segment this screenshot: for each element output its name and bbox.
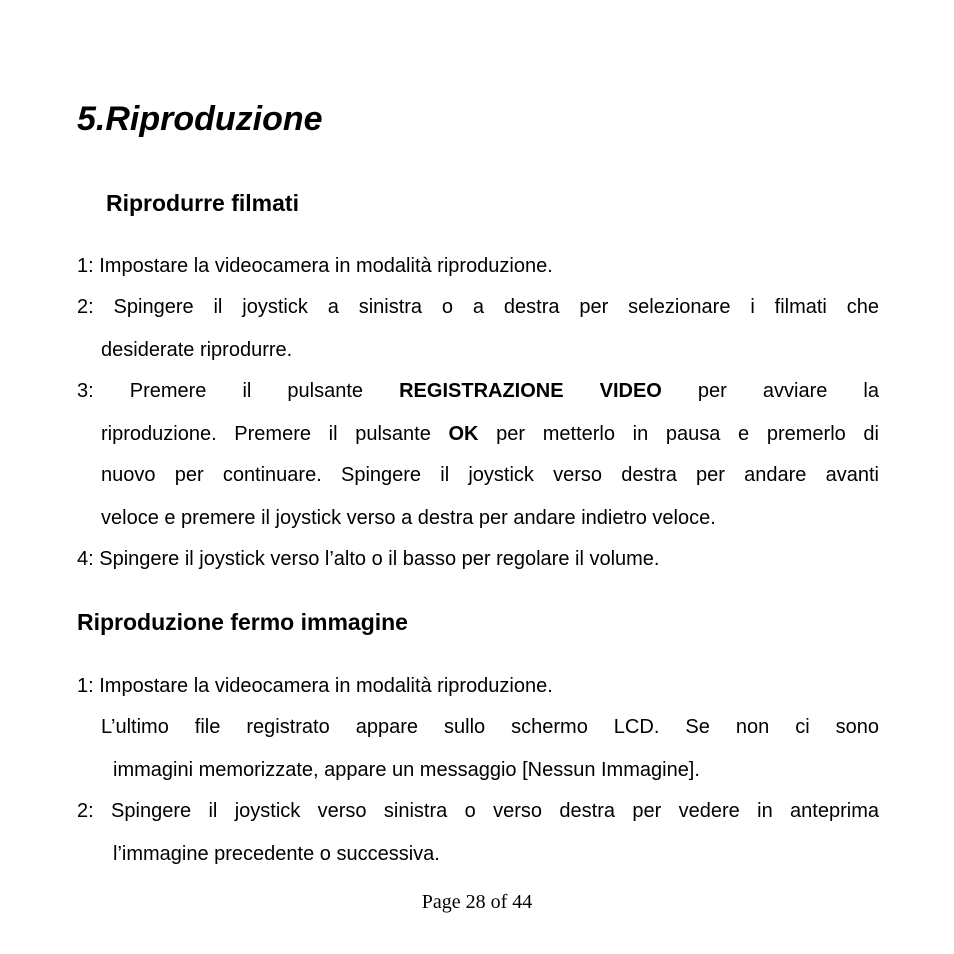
text-run: 3: Premere il pulsante — [77, 380, 400, 402]
step-continuation-line: desiderate riprodurre. — [101, 339, 293, 361]
step-line: 4: Spingere il joystick verso l’alto o il basso per regolare il volume. — [77, 548, 660, 570]
step-line: 1: Impostare la videocamera in modalità riproduzione. — [77, 255, 553, 277]
section-heading-riproduzione-fermo-immagine: Riproduzione fermo immagine — [77, 609, 408, 635]
ok-button-label: OK — [448, 423, 479, 445]
section-heading-riprodurre-filmati: Riprodurre filmati — [106, 190, 299, 216]
step-continuation-line: veloce e premere il joystick verso a destra per andare indietro veloce. — [101, 507, 716, 529]
text-run: per avviare la — [661, 380, 879, 402]
step-continuation-line: l’immagine precedente o successiva. — [113, 843, 440, 865]
step-continuation-line: nuovo per continuare. Spingere il joystick verso destra per andare avanti — [101, 464, 879, 486]
text-run: riproduzione. Premere il pulsante — [101, 423, 449, 445]
page-title: 5.Riproduzione — [77, 100, 323, 138]
page-number-footer: Page 28 of 44 — [421, 891, 533, 913]
text-run: per metterlo in pausa e premerlo di — [478, 423, 879, 445]
step-line: 2: Spingere il joystick a sinistra o a destra per selezionare i filmati che — [77, 296, 879, 318]
registrazione-video-button-label: REGISTRAZIONE VIDEO — [399, 380, 662, 402]
step-line — [77, 378, 879, 404]
step-continuation-line — [101, 421, 879, 447]
step-continuation-line: L’ultimo file registrato appare sullo schermo LCD. Se non ci sono — [101, 716, 879, 738]
step-line: 2: Spingere il joystick verso sinistra o verso destra per vedere in anteprima — [77, 800, 879, 822]
step-continuation-line: immagini memorizzate, appare un messaggio [Nessun Immagine]. — [113, 759, 700, 781]
step-line: 1: Impostare la videocamera in modalità riproduzione. — [77, 675, 553, 697]
